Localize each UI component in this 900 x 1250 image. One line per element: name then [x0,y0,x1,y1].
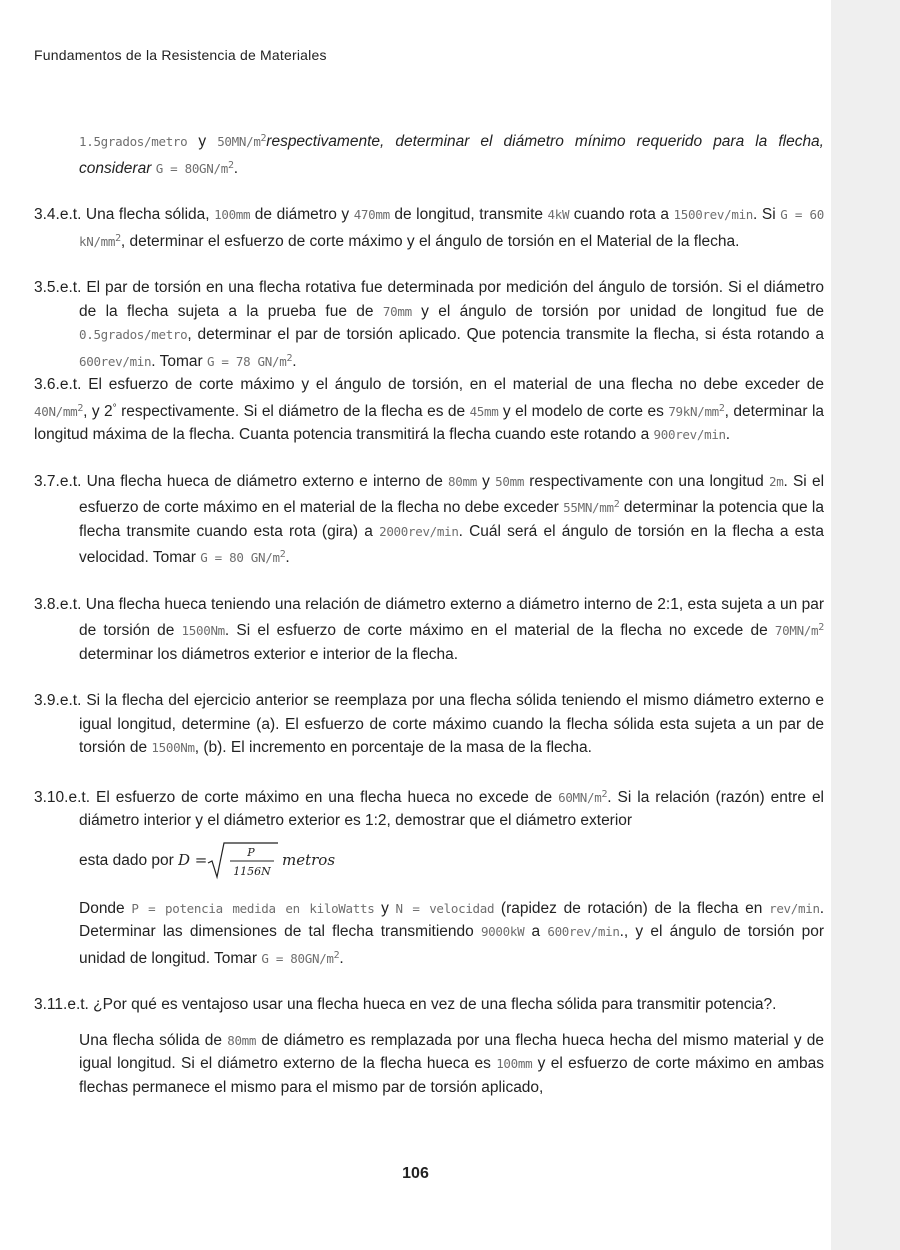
exercise-3-4 [34,203,824,253]
math-value: 1.5grados/metro [79,134,188,149]
math-value: 50mm [495,473,525,489]
text-fragment: , determinar el par de torsión aplicado. Que potencia transmite la flecha, si ésta rotando a [187,326,824,343]
math-value: 55MN/mm [563,500,614,515]
text-fragment: y el esfuerzo de corte máximo en ambas flechas permanece el mismo para el mismo par de torsión aplicado, [79,1055,825,1096]
spacer [34,180,824,203]
text-fragment: y el modelo de corte es [498,402,669,420]
text-fragment: . [725,426,731,443]
superscript: 2 [260,133,267,144]
text-fragment: de diámetro y [250,206,354,223]
exercise-3-7 [34,470,824,570]
text-fragment: 3.10.e.t. El esfuerzo de corte máximo en una flecha hueca no excede de [34,788,559,806]
math-value: G = 80 GN/m [200,550,280,565]
math-value: 900rev/min [653,427,726,442]
math-value: 9000kW [480,924,525,939]
math-value: 79kN/mm [668,403,719,419]
math-value: G = 78 GN/m [206,353,287,369]
text-fragment: Una flecha sólida de [79,1031,228,1049]
spacer [34,666,824,689]
text-fragment: y [187,133,218,150]
text-fragment: y el ángulo de torsión por unidad de longitud fue de [411,302,825,320]
formula-line [34,839,824,883]
math-value: rev/min [769,900,820,916]
formula-numerator: P [247,845,255,859]
exercise-3-6 [34,373,824,447]
superscript: 2 [613,499,620,510]
math-value: 45mm [469,403,499,419]
text-fragment: determinar los diámetros exterior e interior de la flecha. [79,645,459,663]
text-fragment: . Si [753,206,781,223]
math-value: 100mm [496,1056,533,1071]
math-value: 100mm [214,207,251,222]
spacer [34,760,824,783]
text-fragment: , (b). El incremento en porcentaje de la masa de la flecha. [194,739,592,756]
superscript: 2 [286,352,293,364]
text-fragment: de diámetro es remplazada por una flecha hueca hecha del mismo material y de igual longitud. Si el diámetro externo de la flecha hueca es [79,1031,824,1072]
text-fragment: . Si la relación (razón) entre el diámetro interior y el diámetro exterior es 1:2, demostrar que el diámetro exterior [79,788,825,829]
text-fragment: de longitud, transmite [389,206,548,223]
exercise-3-5 [34,276,824,373]
text-fragment: . [292,352,297,370]
superscript: ° [112,402,117,414]
formula-lhs: D = [178,850,208,869]
text-fragment: . Si el esfuerzo de corte máximo en el material de la flecha no excede de [224,622,775,639]
math-value: 40N/mm [34,403,78,419]
text-fragment: . [339,949,344,967]
math-value: 50MN/m [217,134,261,149]
text-fragment: y [476,472,496,490]
spacer [34,1017,824,1029]
math-value: 70MN/m [774,623,819,638]
spacer [34,970,824,993]
math-value: 80mm [448,473,477,489]
text-fragment: respectivamente con una longitud [524,472,769,490]
spacer [34,253,824,276]
intro-continuation [34,127,824,180]
text-fragment: . [285,549,290,566]
text-fragment: 3.9.e.t. Si la flecha del ejercicio anterior se reemplaza por una flecha sólida teniendo el mismo diámetro externo e igual longitud, determine (a). El esfuerzo de corte máximo cuando la flecha sólida esta sujeta a un par de torsión de [34,692,824,756]
superscript: 2 [227,159,234,171]
math-value: 1500Nm [151,740,195,755]
text-fragment: respectivamente, determinar el diámetro mínimo requerido para la flecha, considerar [79,133,824,177]
math-value: 600rev/min [79,353,152,369]
formula-unit: metros [282,850,336,869]
text-fragment: . Determinar las dimensiones de tal flecha transmitiendo [79,899,825,940]
math-value: 4kW [547,207,570,222]
math-value: 600rev/min [547,924,620,939]
spacer [34,570,824,593]
math-value: 470mm [353,207,390,222]
text-fragment: 3.6.e.t. El esfuerzo de corte máximo y el ángulo de torsión, en el material de una flecha no debe exceder de [34,376,824,393]
superscript: 2 [115,232,121,244]
text-fragment: 3.5.e.t. El par de torsión en una flecha rotativa fue determinada por medición del ángulo de torsión. Si el diámetro de la flecha sujeta a la prueba fue de [34,279,824,320]
text-fragment: cuando rota a [569,206,674,223]
text-fragment: . Tomar [151,352,207,370]
exercise-3-11 [34,993,824,1017]
text-fragment: . [233,159,238,177]
superscript: 2 [818,622,824,633]
exercise-3-9 [34,689,824,760]
math-value: 80mm [227,1032,257,1048]
text-fragment: , y 2 [83,402,113,420]
math-value: 70mm [382,303,412,319]
text-fragment: , determinar el esfuerzo de corte máximo y el ángulo de torsión en el Material de la flecha. [120,232,740,250]
text-fragment: y [374,899,396,917]
text-fragment: 3.4.e.t. Una flecha sólida, [34,206,215,223]
text-fragment: (rapidez de rotación) de la flecha en [494,899,770,917]
superscript: 2 [77,402,84,414]
exercise-3-11-body [34,1029,824,1100]
page-content [34,127,824,1099]
superscript: 2 [279,549,286,560]
superscript: 2 [718,402,725,414]
spacer [34,883,824,897]
math-value: 2000rev/min [379,523,459,539]
math-value: G = 80GN/m [155,160,228,176]
text-fragment: ., y el ángulo de torsión por unidad de longitud. Tomar [79,923,824,967]
superscript: 2 [601,788,608,800]
text-fragment: a [524,923,548,940]
text-fragment: respectivamente. Si el diámetro de la flecha es de [116,402,470,420]
math-value: G = 60 kN/mm [79,207,824,249]
exercise-3-8 [34,593,824,667]
math-value: 60MN/m [558,789,602,805]
spacer [34,447,824,470]
text-fragment: 3.8.e.t. Una flecha hueca teniendo una relación de diámetro externo a diámetro interno de 2:1, esta sujeta a un par de torsión de [34,595,824,639]
running-header: Fundamentos de la Resistencia de Materiales [34,47,327,63]
text-fragment: 3.7.e.t. Una flecha hueca de diámetro externo e interno de [34,472,449,490]
math-value: N = velocidad [395,900,495,916]
exercise-3-10-definitions [34,897,824,971]
math-value: 2m [768,473,784,489]
math-value: 1500rev/min [673,207,754,222]
right-margin-panel [831,0,900,1250]
text-fragment: 3.11.e.t. ¿Por qué es ventajoso usar una flecha hueca en vez de una flecha sólida para transmitir potencia?. [34,996,777,1013]
superscript: 2 [333,949,340,961]
text-fragment: , determinar la longitud máxima de la flecha. Cuanta potencia transmitirá la flecha cuando este rotando a [34,402,825,443]
exercise-3-10 [34,783,824,833]
formula-denominator: 1156N [233,864,271,878]
page-number: 106 [402,1165,429,1182]
math-value: 0.5grados/metro [79,327,188,342]
text-fragment: esta dado por [79,851,179,869]
text-fragment: determinar la potencia que la flecha transmite cuando esta rota (gira) a [79,499,824,540]
diameter-formula [178,839,378,883]
math-value: P = potencia medida en kiloWatts [131,900,375,916]
text-fragment: . Si el esfuerzo de corte máximo en el material de la flecha no debe exceder [79,472,825,516]
text-fragment: . Cuál será el ángulo de torsión en la flecha a esta velocidad. Tomar [79,522,824,566]
math-value: 1500Nm [181,623,225,638]
text-fragment: Donde [79,899,132,917]
math-value: G = 80GN/m [261,950,334,966]
